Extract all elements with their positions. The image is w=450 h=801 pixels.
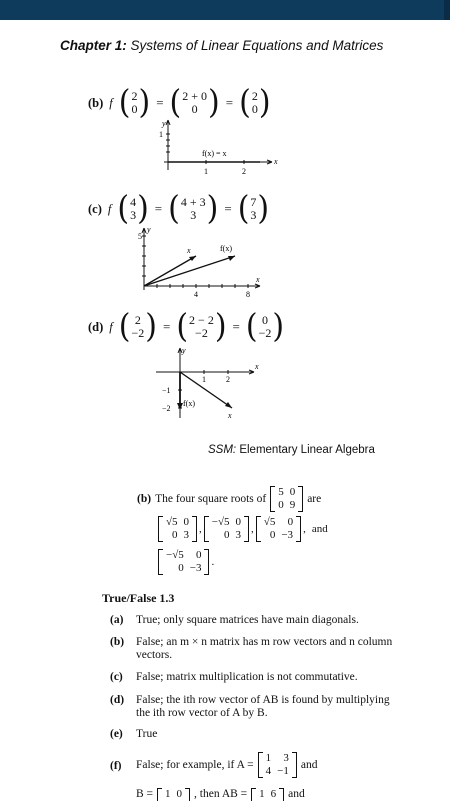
x-tick-label-8: 8	[246, 290, 250, 299]
x-axis-label: x	[256, 275, 260, 284]
toolbar-edge	[444, 0, 450, 20]
part-label-b: (b)	[88, 95, 104, 110]
equation-c: (c) f ( 4 3 ) = ( 4 + 3 3 ) = ( 7 3 )	[88, 189, 270, 228]
equation-b: (b) f ( 2 0 ) = ( 2 + 0 0 ) = ( 2 0 )	[88, 83, 271, 122]
x-tick-label-2: 2	[242, 167, 246, 176]
equation-d: (d) f ( 2 −2 ) = ( 2 − 2 −2 ) = ( 0 −2 )	[88, 307, 285, 346]
root-matrix-4: −√5 0 0 −3	[158, 549, 209, 575]
x-tick-label-2: 2	[226, 375, 230, 384]
chapter-label: Chapter 1:	[60, 38, 127, 53]
matrix-5-9: 5 0 0 9	[270, 486, 303, 512]
fx-label: f(x)	[220, 244, 232, 253]
function-symbol: f	[109, 95, 113, 110]
graph-d	[150, 344, 270, 424]
root-matrix-2: −√5 0 0 3	[204, 516, 249, 542]
matrix-AB: 1 6	[251, 788, 284, 801]
top-toolbar	[0, 0, 450, 20]
chapter-title	[60, 38, 383, 53]
vector-input: ( 2 0 )	[118, 83, 151, 122]
graph-c	[132, 226, 272, 302]
y-tick-label: 1	[159, 130, 163, 139]
roots-row-2: −√5 0 0 −3 .	[158, 549, 214, 575]
matrix-A: 1 3 4 −1	[258, 752, 297, 778]
vector-output: ( 2 0 )	[239, 83, 271, 122]
y-axis-label: y	[182, 346, 186, 355]
chapter-name: Systems of Linear Equations and Matrices	[130, 38, 384, 53]
vector-mid: ( 2 − 2 −2 )	[176, 307, 227, 346]
x-axis-label: x	[274, 157, 278, 166]
true-false-title: True/False 1.3	[102, 591, 175, 605]
vector-output: ( 7 3 )	[237, 189, 270, 228]
matrix-B: 1 0	[157, 788, 190, 801]
x-axis-label: x	[255, 362, 259, 371]
vector-output: ( 0 −2 )	[245, 307, 285, 346]
vector-mid: ( 2 + 0 0 )	[169, 83, 220, 122]
x-tick-label-1: 1	[204, 167, 208, 176]
root-matrix-3: √5 0 0 −3	[256, 516, 301, 542]
fx-label: f(x)	[183, 399, 195, 408]
part-label-d: (d)	[88, 319, 104, 334]
y-axis-label: y	[162, 119, 166, 128]
vector-x-label: x	[228, 411, 232, 420]
y-axis-label: y	[147, 225, 151, 234]
y-tick-label-neg2: −2	[162, 404, 171, 413]
x-tick-label-4: 4	[194, 290, 198, 299]
vector-input: ( 4 3 )	[117, 189, 149, 228]
graph-b	[140, 118, 280, 180]
x-tick-label-1: 1	[202, 375, 206, 384]
vector-x-label: x	[187, 246, 191, 255]
part-label-c: (c)	[88, 201, 102, 216]
square-roots-intro: (b) The four square roots of 5 0 0 9 are	[137, 486, 322, 511]
roots-row-1: √5 0 0 3 , −√5 0 0 3 , √5 0 0 −3 , and	[158, 516, 328, 542]
footer-reference: SSM: Elementary Linear Algebra	[208, 444, 375, 456]
curve-label: f(x) = x	[202, 149, 227, 158]
vector-input: ( 2 −2 )	[118, 307, 157, 346]
y-tick-label-neg1: −1	[162, 386, 171, 395]
y-tick-label: 5	[138, 232, 142, 241]
root-matrix-1: √5 0 0 3	[158, 516, 197, 542]
vector-mid: ( 4 + 3 3 )	[168, 189, 219, 228]
